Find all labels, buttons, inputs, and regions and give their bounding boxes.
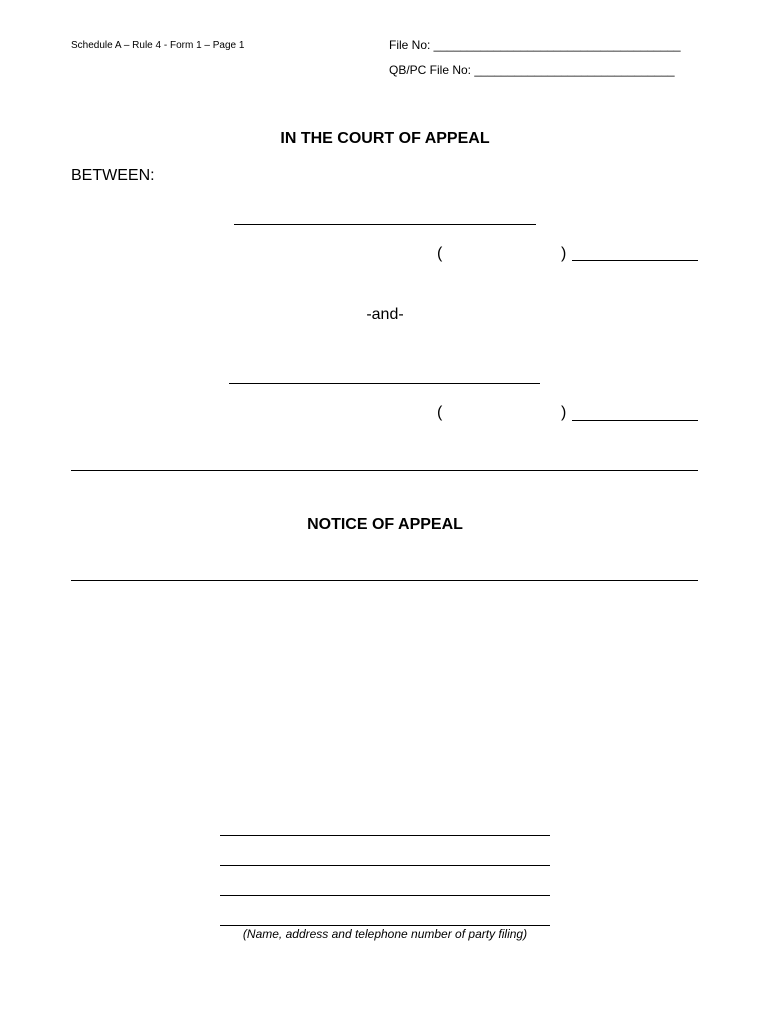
qbpc-file-number-field[interactable]: QB/PC File No: ______________________________ (389, 63, 675, 77)
title-rule-top (71, 470, 698, 471)
party-2-role-open-paren: ( (437, 404, 443, 421)
party-1-name-line[interactable] (234, 224, 536, 225)
party-1-designation-line[interactable] (572, 260, 698, 261)
filing-party-line-2[interactable] (220, 865, 550, 866)
file-number-field[interactable]: File No: _____________________________________ (389, 38, 681, 52)
title-rule-bottom (71, 580, 698, 581)
party-2-designation-line[interactable] (572, 420, 698, 421)
schedule-reference: Schedule A – Rule 4 - Form 1 – Page 1 (71, 40, 245, 51)
party-1-role-open-paren: ( (437, 245, 443, 262)
between-label: BETWEEN: (71, 167, 155, 184)
filing-party-caption: (Name, address and telephone number of party filing) (242, 927, 528, 941)
filing-party-line-1[interactable] (220, 835, 550, 836)
form-title: NOTICE OF APPEAL (307, 516, 463, 533)
party-2-name-line[interactable] (229, 383, 540, 384)
party-2-role-close-paren: ) (561, 404, 567, 421)
parties-separator: -and- (366, 306, 404, 323)
filing-party-line-4[interactable] (220, 925, 550, 926)
filing-party-line-3[interactable] (220, 895, 550, 896)
court-title: IN THE COURT OF APPEAL (280, 130, 490, 147)
party-1-role-close-paren: ) (561, 245, 567, 262)
